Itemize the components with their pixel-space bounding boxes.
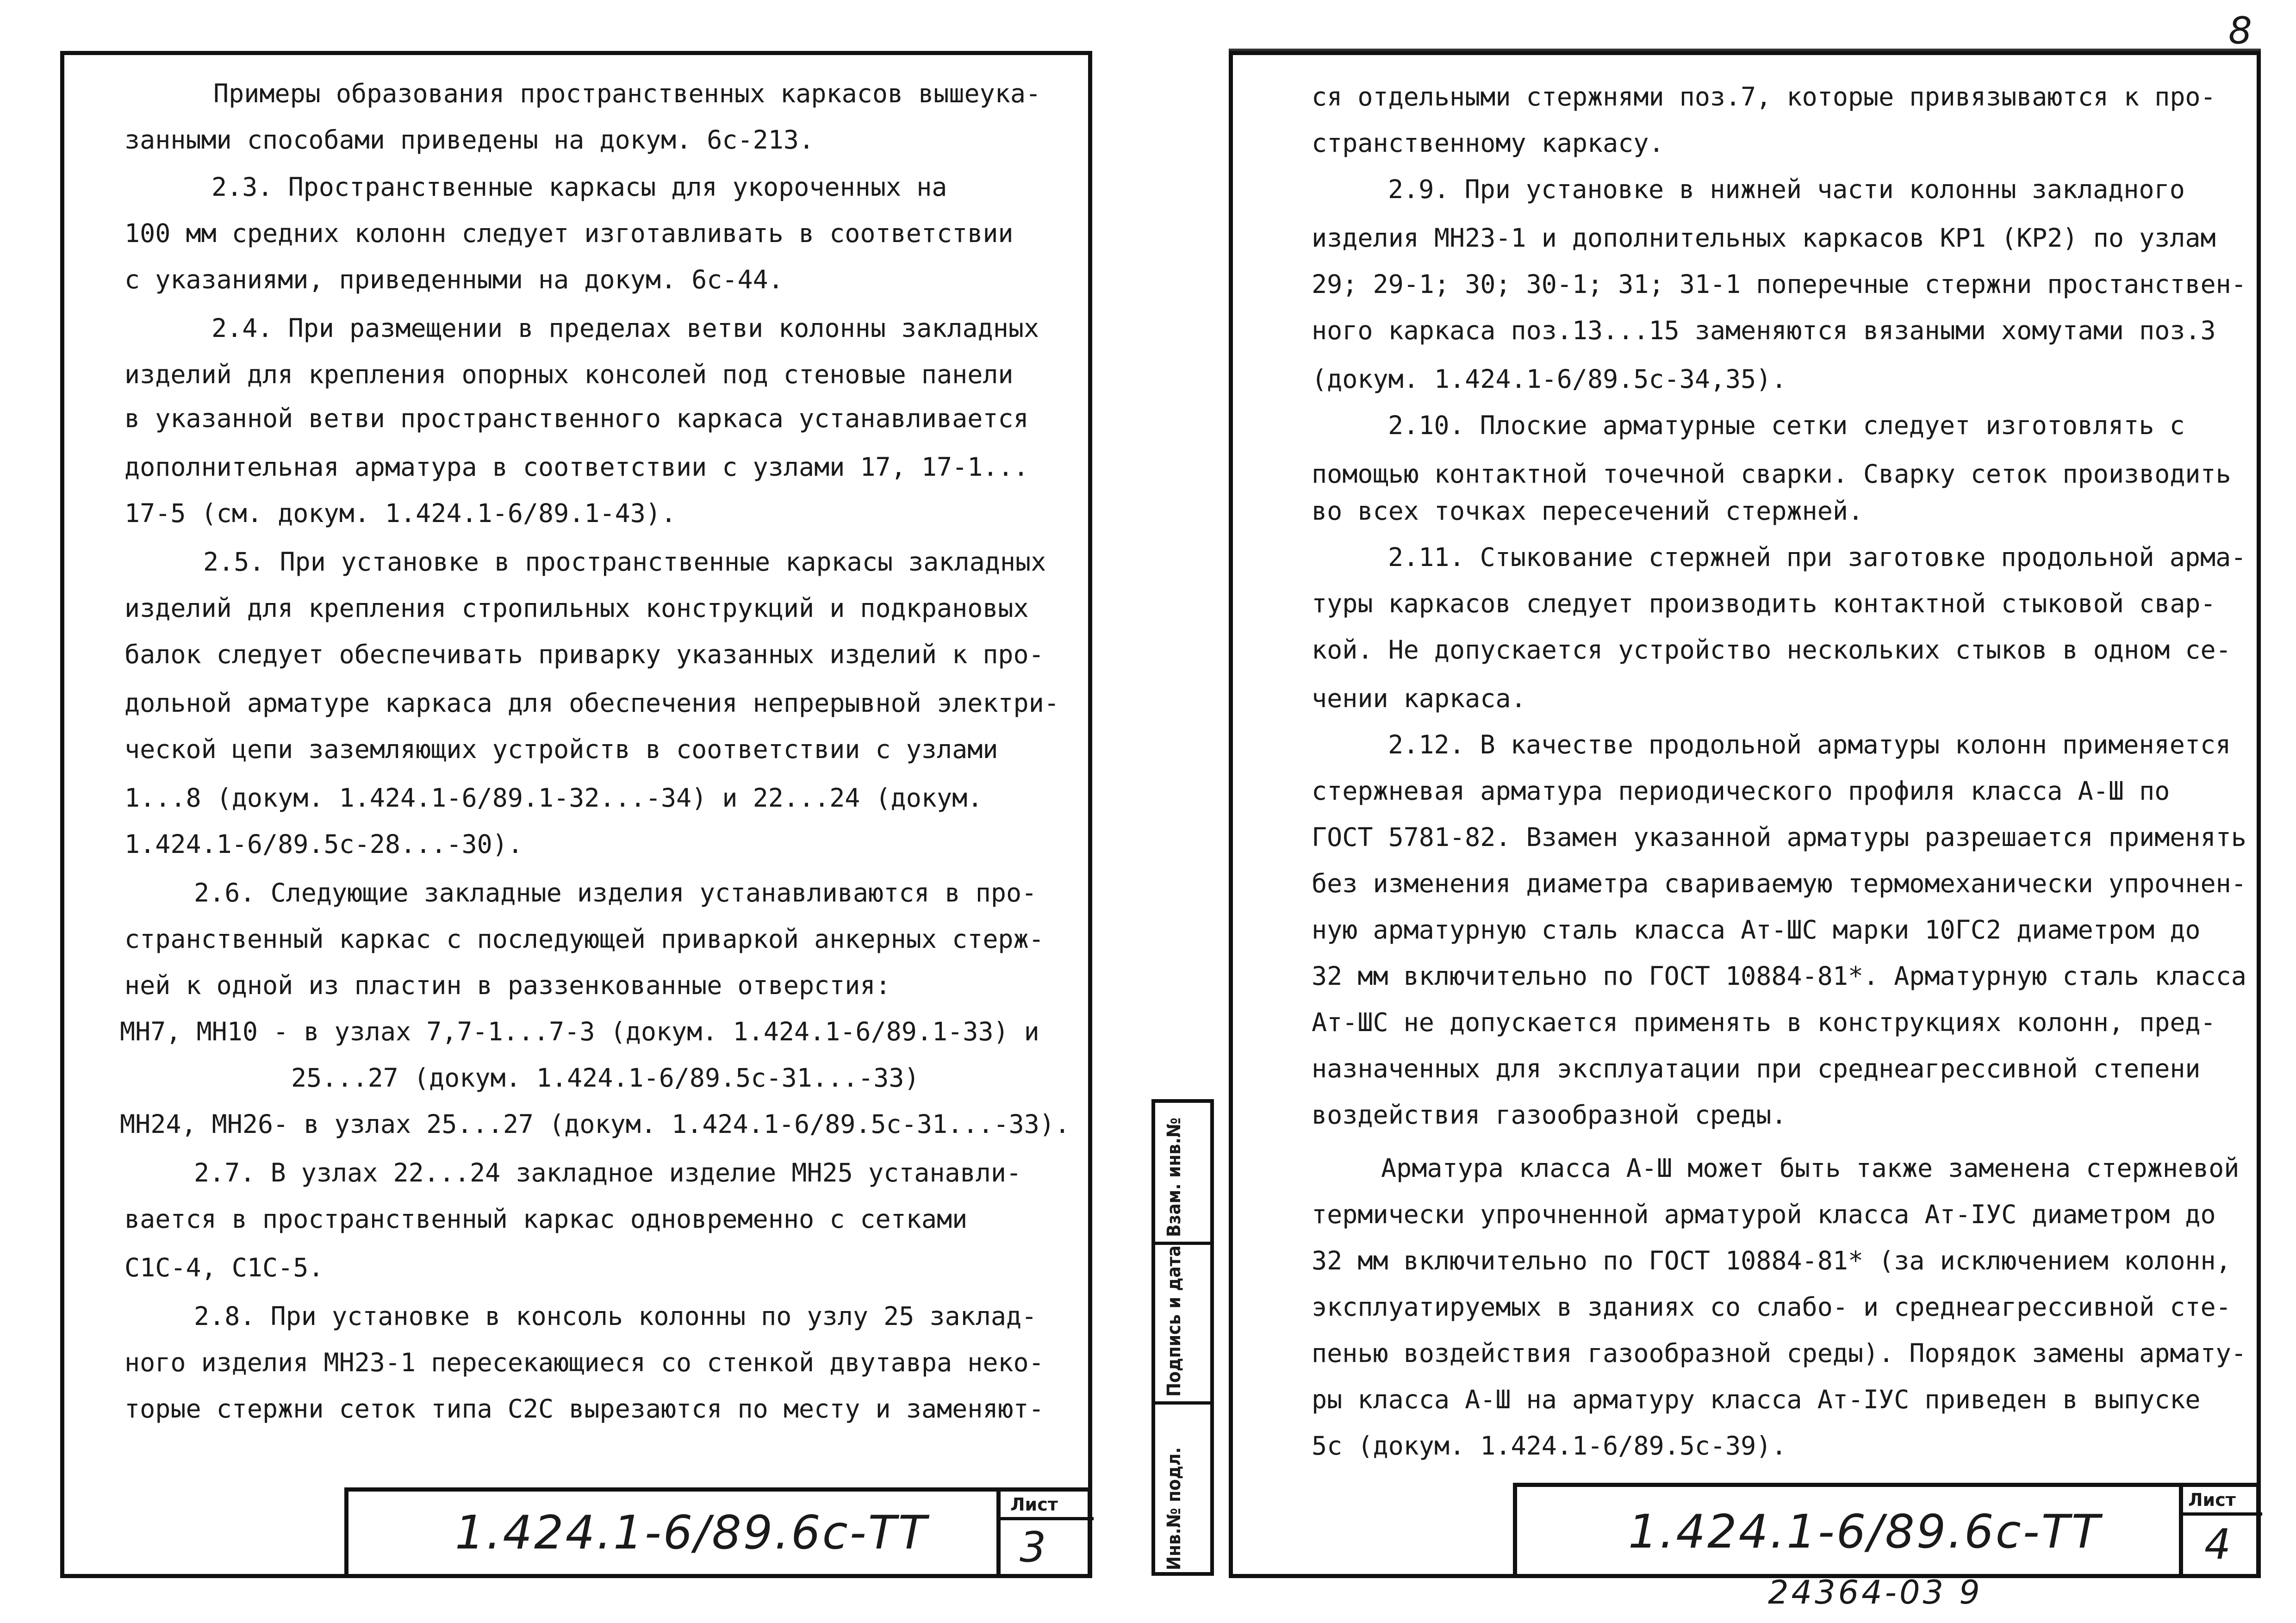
left-line-4: 100 мм средних колонн следует изготавливать в соответствии: [124, 218, 1014, 248]
left-sheet-label: Лист: [1010, 1494, 1058, 1515]
left-line-6: 2.4. При размещении в пределах ветви колонны закладных: [212, 313, 1039, 343]
right-line-17: ГОСТ 5781-82. Взамен указанной арматуры разрешается применять: [1312, 822, 2246, 852]
left-sheet-number: 3: [1020, 1523, 1046, 1572]
right-line-14: чении каркаса.: [1312, 684, 1526, 713]
right-sheet-label-rule: [2179, 1512, 2262, 1516]
right-line-6: ного каркаса поз.13...15 заменяются вязаными хомутами поз.3: [1312, 316, 2216, 345]
right-line-18: без изменения диаметра свариваемую термомеханически упрочнен-: [1312, 869, 2246, 898]
right-line-28: пенью воздействия газообразной среды). Порядок замены армату-: [1312, 1338, 2246, 1368]
right-sheet-number: 4: [2204, 1520, 2231, 1569]
left-title-block: [344, 1487, 1092, 1578]
stamp-field-signature: Подпись и дата: [1164, 1245, 1185, 1397]
archive-number: 24364-03 9: [1768, 1573, 1983, 1611]
left-line-8: в указанной ветви пространственного каркаса устанавливается: [124, 404, 1029, 433]
left-line-26: С1С-4, С1С-5.: [124, 1253, 324, 1282]
right-line-27: эксплуатируемых в зданиях со слабо- и среднеагрессивной сте-: [1312, 1292, 2231, 1322]
right-line-7: (докум. 1.424.1-6/89.5с-34,35).: [1312, 364, 1787, 394]
right-line-15: 2.12. В качестве продольной арматуры колонн применяется: [1388, 730, 2231, 759]
right-page: [1229, 51, 2261, 1578]
right-line-8: 2.10. Плоские арматурные сетки следует изготовлять с: [1388, 410, 2185, 440]
left-line-5: с указаниями, приведенными на докум. 6с-44.: [124, 265, 784, 294]
left-line-21: МН7, МН10 - в узлах 7,7-1...7-3 (докум. 1.424.1-6/89.1-33) и: [120, 1017, 1039, 1046]
right-line-1: ся отдельными стержнями поз.7, которые привязываются к про-: [1312, 82, 2216, 112]
left-line-13: балок следует обеспечивать приварку указанных изделий к про-: [124, 640, 1044, 669]
left-line-15: ческой цепи заземляющих устройств в соответствии с узлами: [124, 734, 998, 764]
right-line-22: назначенных для эксплуатации при среднеагрессивной степени: [1312, 1054, 2201, 1083]
left-line-9: дополнительная арматура в соответствии с узлами 17, 17-1...: [124, 452, 1029, 482]
left-line-29: торые стержни сеток типа С2С вырезаются по месту и заменяют-: [124, 1394, 1044, 1424]
stamp-field-inventory: Инв.№ подл.: [1164, 1447, 1185, 1570]
left-document-code: 1.424.1-6/89.6с-ТТ: [455, 1505, 928, 1560]
right-line-29: ры класса А-Ш на арматуру класса Ат-IУС приведен в выпуске: [1312, 1385, 2201, 1414]
right-line-24: Арматура класса А-Ш может быть также заменена стержневой: [1381, 1153, 2240, 1183]
right-sheet-label: Лист: [2188, 1490, 2236, 1510]
right-line-12: туры каркасов следует производить контактной стыковой свар-: [1312, 589, 2216, 618]
left-page: [60, 51, 1092, 1578]
left-line-23: МН24, МН26- в узлах 25...27 (докум. 1.424.1-6/89.5с-31...-33).: [120, 1109, 1070, 1139]
left-line-24: 2.7. В узлах 22...24 закладное изделие МН25 устанавли-: [194, 1158, 1022, 1188]
left-line-1: Примеры образования пространственных каркасов вышеука-: [213, 79, 1041, 108]
right-line-5: 29; 29-1; 30; 30-1; 31; 31-1 поперечные стержни простанствен-: [1312, 269, 2246, 299]
left-sheet-label-rule: [996, 1517, 1094, 1520]
right-title-divider: [2179, 1487, 2183, 1578]
right-line-30: 5с (докум. 1.424.1-6/89.5с-39).: [1312, 1431, 1787, 1461]
stamp-field-replace: Взам. инв.№: [1164, 1117, 1185, 1237]
right-document-code: 1.424.1-6/89.6с-ТТ: [1628, 1505, 2102, 1559]
left-line-14: дольной арматуре каркаса для обеспечения непрерывной электри-: [124, 688, 1059, 718]
left-line-12: изделий для крепления стропильных конструкций и подкрановых: [124, 593, 1029, 623]
left-line-3: 2.3. Пространственные каркасы для укороченных на: [212, 172, 947, 202]
right-line-2: странственному каркасу.: [1312, 128, 1664, 158]
left-line-7: изделий для крепления опорных консолей под стеновые панели: [124, 360, 1014, 389]
right-line-19: ную арматурную сталь класса Ат-ШС марки 10ГС2 диаметром до: [1312, 915, 2201, 945]
left-line-25: вается в пространственный каркас одновременно с сетками: [124, 1204, 968, 1234]
right-title-block: [1513, 1483, 2260, 1578]
stamp-divider-2: [1155, 1401, 1210, 1405]
right-line-13: кой. Не допускается устройство нескольких стыков в одном се-: [1312, 635, 2231, 665]
left-line-10: 17-5 (см. докум. 1.424.1-6/89.1-43).: [124, 498, 677, 528]
right-line-16: стержневая арматура периодического профиля класса А-Ш по: [1312, 776, 2170, 806]
left-line-28: ного изделия МН23-1 пересекающиеся со стенкой двутавра неко-: [124, 1348, 1044, 1377]
left-line-18: 2.6. Следующие закладные изделия устанавливаются в про-: [194, 878, 1037, 908]
left-line-20: ней к одной из пластин в раззенкованные отверстия:: [124, 970, 891, 1000]
left-line-17: 1.424.1-6/89.5с-28...-30).: [124, 829, 523, 859]
approval-stamp: [1151, 1099, 1214, 1576]
left-line-19: странственный каркас с последующей приваркой анкерных стерж-: [124, 924, 1044, 954]
left-line-16: 1...8 (докум. 1.424.1-6/89.1-32...-34) и 22...24 (докум.: [124, 783, 983, 813]
right-line-3: 2.9. При установке в нижней части колонны закладного: [1388, 174, 2185, 204]
left-line-27: 2.8. При установке в консоль колонны по узлу 25 заклад-: [194, 1301, 1037, 1331]
right-line-26: 32 мм включительно по ГОСТ 10884-81* (за исключением колонн,: [1312, 1246, 2231, 1275]
left-line-22: 25...27 (докум. 1.424.1-6/89.5с-31...-33): [291, 1063, 920, 1093]
right-line-4: изделия МН23-1 и дополнительных каркасов КР1 (КР2) по узлам: [1312, 223, 2216, 253]
left-title-divider: [996, 1492, 1001, 1578]
corner-page-number: 8: [2228, 9, 2252, 52]
stamp-divider-1: [1155, 1242, 1210, 1245]
right-page-text: [1233, 55, 2257, 1574]
right-line-11: 2.11. Стыкование стержней при заготовке продольной арма-: [1388, 542, 2246, 572]
right-line-10: во всех точках пересечений стержней.: [1312, 496, 1864, 526]
right-line-9: помощью контактной точечной сварки. Сварку сеток производить: [1312, 459, 2231, 489]
left-line-11: 2.5. При установке в пространственные каркасы закладных: [203, 547, 1046, 577]
right-line-23: воздействия газообразной среды.: [1312, 1100, 1787, 1130]
right-line-25: термически упрочненной арматурой класса Ат-IУС диаметром до: [1312, 1200, 2216, 1229]
right-line-21: Ат-ШС не допускается применять в конструкциях колонн, пред-: [1312, 1007, 2216, 1037]
left-page-text: [64, 55, 1088, 1574]
left-line-2: занными способами приведены на докум. 6с-213.: [124, 125, 815, 155]
right-line-20: 32 мм включительно по ГОСТ 10884-81*. Арматурную сталь класса: [1312, 961, 2246, 991]
